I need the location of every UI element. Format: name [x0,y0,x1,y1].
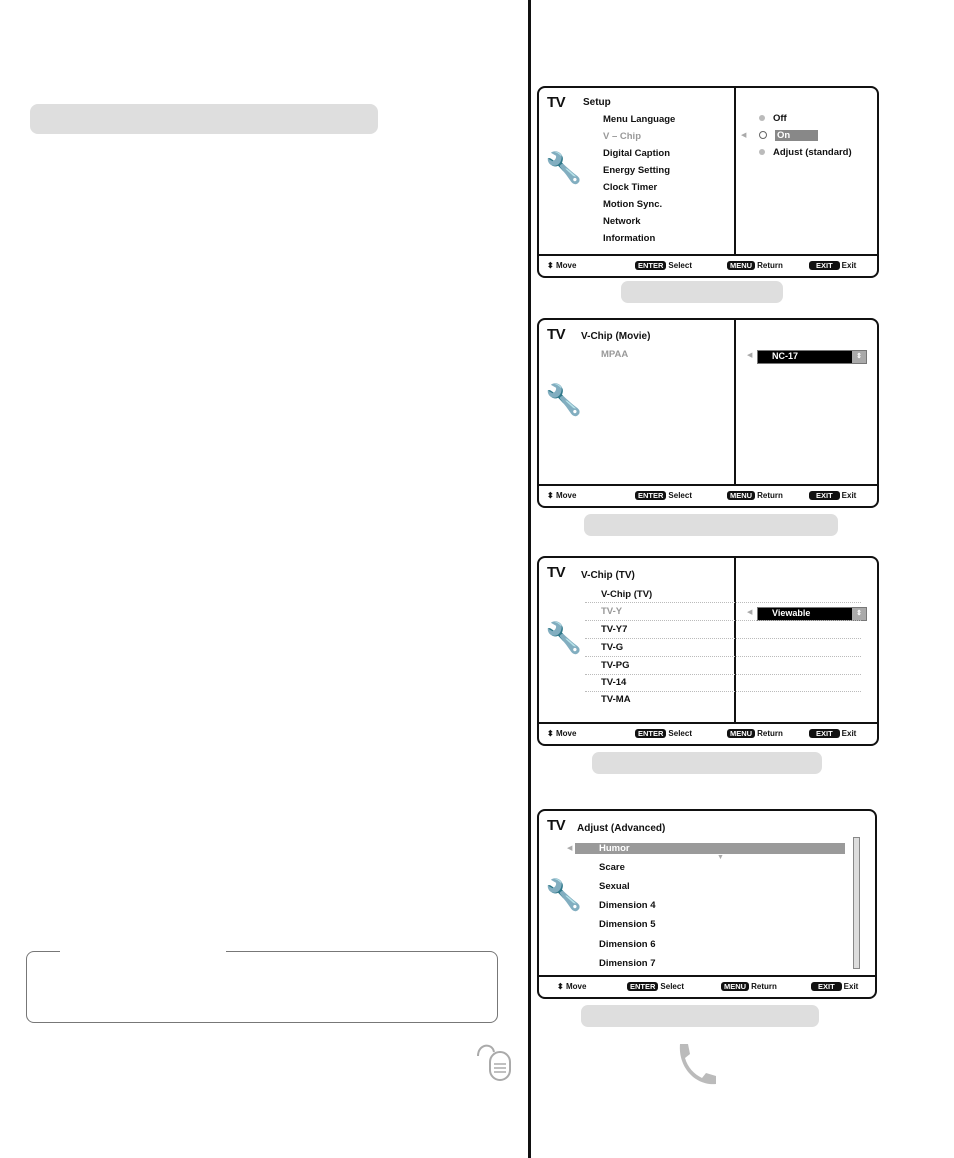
vchip-movie-screen [537,318,879,508]
screen-caption [584,514,838,536]
move-hint: ⬍ Move [557,982,587,991]
mouse-icon [474,1038,514,1089]
enter-select-hint: ENTER Select [635,491,692,500]
left-arrow-icon: ◀ [567,845,573,852]
row-divider [585,638,861,639]
phone-icon [674,1040,718,1093]
down-arrow-icon: ▼ [717,854,724,861]
menu-item-dimension-5[interactable]: Dimension 5 [599,919,656,930]
screen-footer [539,484,877,506]
menu-item-v-chip[interactable]: V – Chip [603,131,642,142]
rating-dropdown[interactable]: NC-17 ⇕ [757,350,867,364]
chevron-updown-icon: ⇕ [852,351,866,363]
left-arrow-icon: ◀ [741,132,747,139]
option-adjust-standard[interactable]: Adjust (standard) [759,147,852,158]
menu-return-hint: MENU Return [727,261,783,270]
menu-item-tv-14[interactable]: TV-14 [601,677,627,688]
option-off[interactable]: Off [759,113,787,124]
panel-divider [734,558,736,724]
note-box [26,951,498,1023]
menu-item-clock-timer[interactable]: Clock Timer [603,182,658,193]
row-divider [585,691,861,692]
tv-logo: TV [547,94,566,111]
exit-hint: EXIT Exit [811,982,858,991]
wrench-gear-mascot-icon: 🔧 [545,622,583,655]
move-hint: ⬍ Move [547,491,577,500]
option-on[interactable]: On [759,130,818,141]
menu-item-network[interactable]: Network [603,216,641,227]
menu-item-dimension-7[interactable]: Dimension 7 [599,958,656,969]
menu-item-tv-y[interactable]: TV-Y [601,606,623,617]
screen-title: Adjust (Advanced) [577,823,666,834]
menu-return-hint: MENU Return [727,491,783,500]
exit-hint: EXIT Exit [809,491,856,500]
row-divider [585,620,861,621]
menu-return-hint: MENU Return [721,982,777,991]
menu-item-energy-setting[interactable]: Energy Setting [603,165,671,176]
menu-item-information[interactable]: Information [603,233,656,244]
menu-item-dimension-4[interactable]: Dimension 4 [599,900,656,911]
tv-logo: TV [547,817,566,834]
menu-item-dimension-6[interactable]: Dimension 6 [599,939,656,950]
wrench-gear-mascot-icon: 🔧 [545,879,583,912]
tv-logo: TV [547,564,566,581]
section-heading-bar [30,104,378,134]
panel-divider [734,320,736,486]
exit-hint: EXIT Exit [809,729,856,738]
note-box-label-gap [60,945,226,957]
menu-item-motion-sync[interactable]: Motion Sync. [603,199,663,210]
menu-item-vchip-tv[interactable]: V-Chip (TV) [601,589,653,600]
enter-select-hint: ENTER Select [635,261,692,270]
row-divider [585,602,861,603]
screen-caption [592,752,822,774]
page-divider-line [528,0,531,1158]
screen-footer [539,975,875,997]
screen-footer [539,722,877,744]
menu-item-digital-caption[interactable]: Digital Caption [603,148,671,159]
adjust-advanced-screen [537,809,877,999]
menu-item-sexual[interactable]: Sexual [599,881,630,892]
rating-dropdown[interactable]: Viewable ⇕ [757,607,867,621]
menu-item-tv-g[interactable]: TV-G [601,642,624,653]
screen-title: Setup [583,97,611,108]
setup-screen [537,86,879,278]
screen-footer [539,254,877,276]
vchip-tv-screen [537,556,879,746]
panel-divider [734,88,736,256]
enter-select-hint: ENTER Select [635,729,692,738]
menu-item-scare[interactable]: Scare [599,862,625,873]
screen-caption [621,281,783,303]
menu-item-menu-language[interactable]: Menu Language [603,114,676,125]
move-hint: ⬍ Move [547,729,577,738]
row-divider [585,656,861,657]
menu-item-tv-y7[interactable]: TV-Y7 [601,624,628,635]
menu-return-hint: MENU Return [727,729,783,738]
scrollbar[interactable] [853,837,860,969]
menu-item-tv-ma[interactable]: TV-MA [601,694,631,705]
wrench-gear-mascot-icon: 🔧 [545,152,583,185]
menu-item-tv-pg[interactable]: TV-PG [601,660,630,671]
row-divider [585,674,861,675]
enter-select-hint: ENTER Select [627,982,684,991]
screen-caption [581,1005,819,1027]
wrench-gear-mascot-icon: 🔧 [545,384,583,417]
menu-item-mpaa[interactable]: MPAA [601,349,629,360]
screen-title: V-Chip (TV) [581,570,635,581]
exit-hint: EXIT Exit [809,261,856,270]
screen-title: V-Chip (Movie) [581,331,651,342]
left-arrow-icon: ◀ [747,609,753,616]
menu-item-humor[interactable]: Humor [599,843,630,854]
chevron-updown-icon: ⇕ [852,608,866,620]
tv-logo: TV [547,326,566,343]
move-hint: ⬍ Move [547,261,577,270]
left-arrow-icon: ◀ [747,352,753,359]
